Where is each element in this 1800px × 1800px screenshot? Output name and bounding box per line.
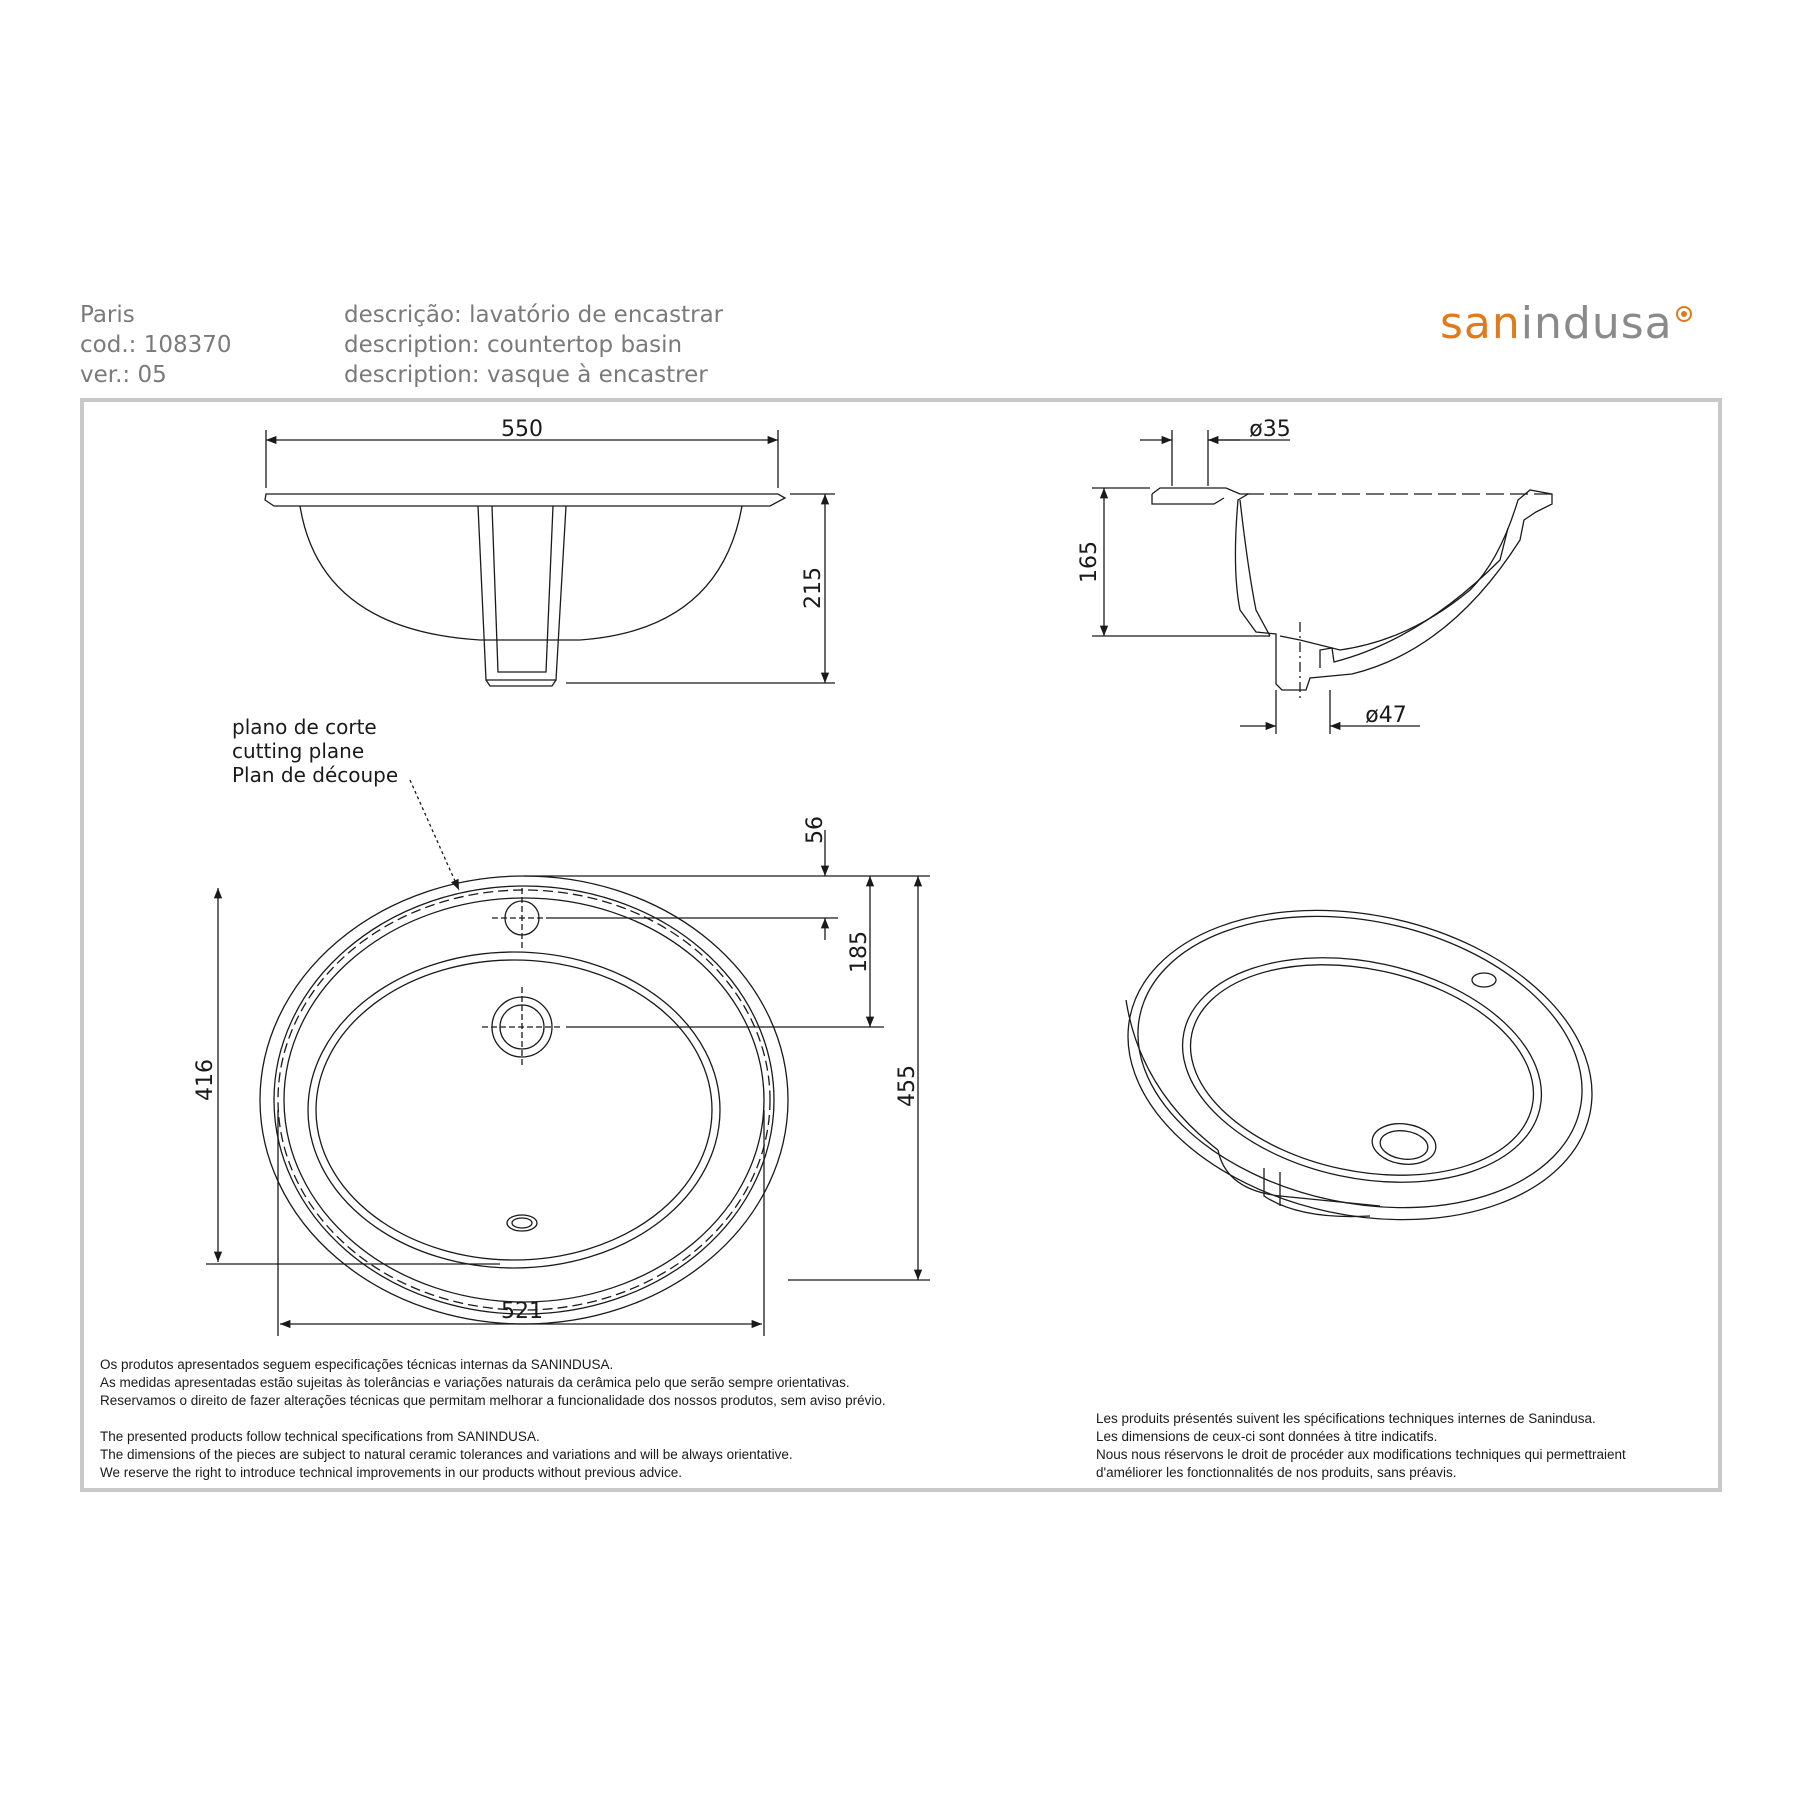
description-fr: description: vasque à encastrer — [344, 362, 708, 388]
dim-165: 165 — [1077, 541, 1102, 583]
product-name: Paris — [80, 302, 135, 328]
perspective-view — [1099, 869, 1621, 1260]
product-version: ver.: 05 — [80, 362, 167, 388]
cutting-plane-label-en: cutting plane — [232, 739, 365, 763]
dim-521: 521 — [501, 1299, 543, 1324]
dim-215: 215 — [801, 567, 826, 609]
product-code: cod.: 108370 — [80, 332, 232, 358]
disclaimer-fr: Les produits présentés suivent les spécifications techniques internes de Sanindusa. Les dimensions de ceux-ci sont données à titre indicatifs. Nous nous réservons le droit de procéder aux modifications techniques qui permettraient d'améliorer les fonctionnalités de nos produits, sans préavis. — [1096, 1411, 1626, 1480]
dim-550: 550 — [501, 417, 543, 442]
dim-overflow-diameter: ø35 — [1249, 417, 1291, 442]
cutting-plane-label-fr: Plan de découpe — [232, 763, 399, 787]
disclaimer-en: The presented products follow technical specifications from SANINDUSA. The dimensions of the pieces are subject to natural ceramic tolerances and variations and will be always orientative. We reserve the right to introduce technical improvements in our products without previous advice. — [100, 1429, 793, 1480]
front-elevation-view — [265, 430, 835, 686]
dim-416: 416 — [193, 1059, 218, 1101]
plan-view — [206, 780, 930, 1336]
disclaimer-pt: Os produtos apresentados seguem especificações técnicas internas da SANINDUSA. As medidas apresentadas estão sujeitas às tolerâncias e variações naturais da cerâmica pelo que serão sempre orientativas. Reservamos o direito de fazer alterações técnicas que permitam melhorar a funcionalidade dos nossos produtos, sem aviso prévio. — [100, 1357, 886, 1408]
dim-drain-diameter: ø47 — [1365, 703, 1407, 728]
description-en: description: countertop basin — [344, 332, 683, 358]
description-pt: descrição: lavatório de encastrar — [344, 302, 724, 328]
dim-185: 185 — [847, 931, 872, 973]
dim-455: 455 — [895, 1065, 920, 1107]
section-view — [1092, 430, 1552, 734]
sanindusa-logo: sanindusa — [1440, 298, 1692, 349]
dim-56: 56 — [803, 816, 828, 844]
cutting-plane-label-pt: plano de corte — [232, 715, 377, 739]
